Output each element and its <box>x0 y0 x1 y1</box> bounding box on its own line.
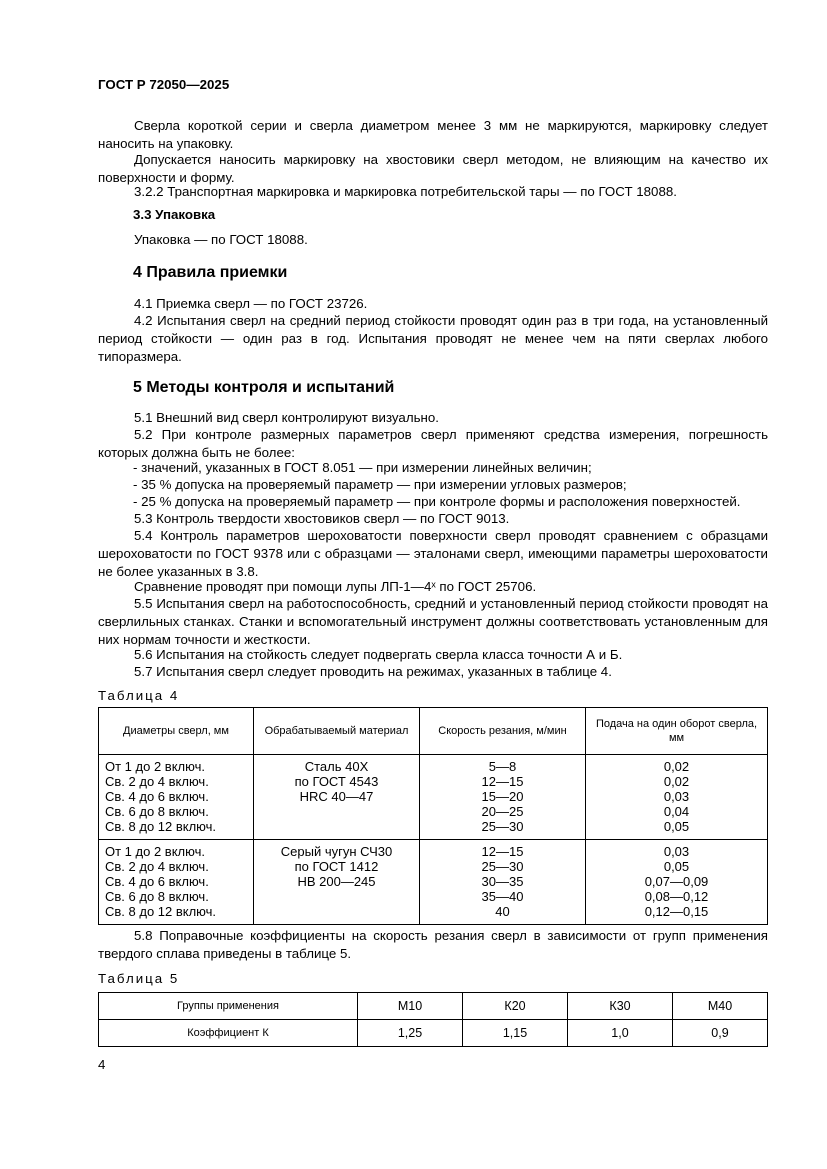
material-cell: Серый чугун СЧ30 по ГОСТ 1412 НВ 200—245 <box>254 840 420 925</box>
material-cell: Сталь 40Х по ГОСТ 4543 HRC 40—47 <box>254 755 420 840</box>
table-row <box>99 1020 768 1047</box>
column-header: Скорость резания, м/мин <box>420 708 586 755</box>
paragraph: 5.1 Внешний вид сверл контролируют визуально. <box>134 410 439 425</box>
list-item: - 35 % допуска на проверяемый параметр — при измерении угловых размеров; <box>133 477 627 492</box>
table-cell: М10 <box>358 993 463 1020</box>
paragraph: Сравнение проводят при помощи лупы ЛП-1—4ˣ по ГОСТ 25706. <box>134 579 537 594</box>
table-cell: К20 <box>463 993 568 1020</box>
paragraph: 4.2 Испытания сверл на средний период стойкости проводят один раз в три года, на установленный период стойкости — один раз в год. Испытания проводят не менее чем на пяти сверлах любого типоразмера. <box>98 313 768 364</box>
table-cell: 1,15 <box>463 1020 568 1047</box>
list-item: - значений, указанных в ГОСТ 8.051 — при измерении линейных величин; <box>133 460 592 475</box>
table-caption: Таблица 4 <box>98 688 180 703</box>
column-header: Подача на один оборот сверла, мм <box>586 708 768 755</box>
table-cell: 1,25 <box>358 1020 463 1047</box>
table-row <box>99 993 768 1020</box>
table-cell: Группы применения <box>99 993 358 1020</box>
table-cell: 1,0 <box>568 1020 673 1047</box>
section-heading: 3.3 Упаковка <box>133 207 216 222</box>
paragraph: 5.2 При контроле размерных параметров сверл применяют средства измерения, погрешность которых должна быть не более: <box>98 427 768 460</box>
column-header: Обрабатываемый материал <box>254 708 420 755</box>
page-number: 4 <box>98 1057 106 1072</box>
paragraph: 5.6 Испытания на стойкость следует подвергать сверла класса точности А и Б. <box>134 647 623 662</box>
paragraph: Допускается наносить маркировку на хвостовики сверл методом, не влияющим на качество их поверхности и форму. <box>98 152 768 185</box>
table-cell: М40 <box>673 993 768 1020</box>
modes-table <box>98 707 768 925</box>
table-cell: Коэффициент К <box>99 1020 358 1047</box>
diameter-cell: От 1 до 2 включ. Св. 2 до 4 включ. Св. 4 до 6 включ. Св. 6 до 8 включ. Св. 8 до 12 включ. <box>99 840 254 925</box>
document-header: ГОСТ Р 72050—2025 <box>98 77 230 92</box>
table-cell: 0,9 <box>673 1020 768 1047</box>
speed-cell: 12—15 25—30 30—35 35—40 40 <box>420 840 586 925</box>
paragraph: 5.5 Испытания сверл на работоспособность, средний и установленный период стойкости проводят на сверлильных станках. Станки и вспомогательный инструмент должны соответствовать установленным для них нормам точности и жесткости. <box>98 596 768 647</box>
column-header: Диаметры сверл, мм <box>99 708 254 755</box>
table-header-row <box>99 708 768 755</box>
paragraph: Сверла короткой серии и сверла диаметром менее 3 мм не маркируются, маркировку следует наносить на упаковку. <box>98 118 768 151</box>
paragraph: 5.4 Контроль параметров шероховатости поверхности сверл проводят сравнением с образцами шероховатости по ГОСТ 9378 или с образцами — эталонами сверл, имеющими параметры шероховатости не более указанных в 3.8. <box>98 528 768 579</box>
paragraph: 5.3 Контроль твердости хвостовиков сверл — по ГОСТ 9013. <box>134 511 510 526</box>
paragraph: 3.2.2 Транспортная маркировка и маркировка потребительской тары — по ГОСТ 18088. <box>134 184 677 199</box>
section-heading: 4 Правила приемки <box>133 264 288 281</box>
table-caption: Таблица 5 <box>98 971 180 986</box>
paragraph: 5.7 Испытания сверл следует проводить на режимах, указанных в таблице 4. <box>134 664 612 679</box>
paragraph: Упаковка — по ГОСТ 18088. <box>134 232 308 247</box>
table-row <box>99 755 768 840</box>
feed-cell: 0,03 0,05 0,07—0,09 0,08—0,12 0,12—0,15 <box>586 840 768 925</box>
table-row <box>99 840 768 925</box>
section-heading: 5 Методы контроля и испытаний <box>133 379 395 396</box>
coefficients-table <box>98 992 768 1047</box>
speed-cell: 5—8 12—15 15—20 20—25 25—30 <box>420 755 586 840</box>
feed-cell: 0,02 0,02 0,03 0,04 0,05 <box>586 755 768 840</box>
table-cell: К30 <box>568 993 673 1020</box>
paragraph: 5.8 Поправочные коэффициенты на скорость резания сверл в зависимости от групп применения твердого сплава приведены в таблице 5. <box>98 928 768 961</box>
paragraph: 4.1 Приемка сверл — по ГОСТ 23726. <box>134 296 368 311</box>
diameter-cell: От 1 до 2 включ. Св. 2 до 4 включ. Св. 4 до 6 включ. Св. 6 до 8 включ. Св. 8 до 12 включ. <box>99 755 254 840</box>
list-item: - 25 % допуска на проверяемый параметр — при контроле формы и расположения поверхностей. <box>133 494 741 509</box>
